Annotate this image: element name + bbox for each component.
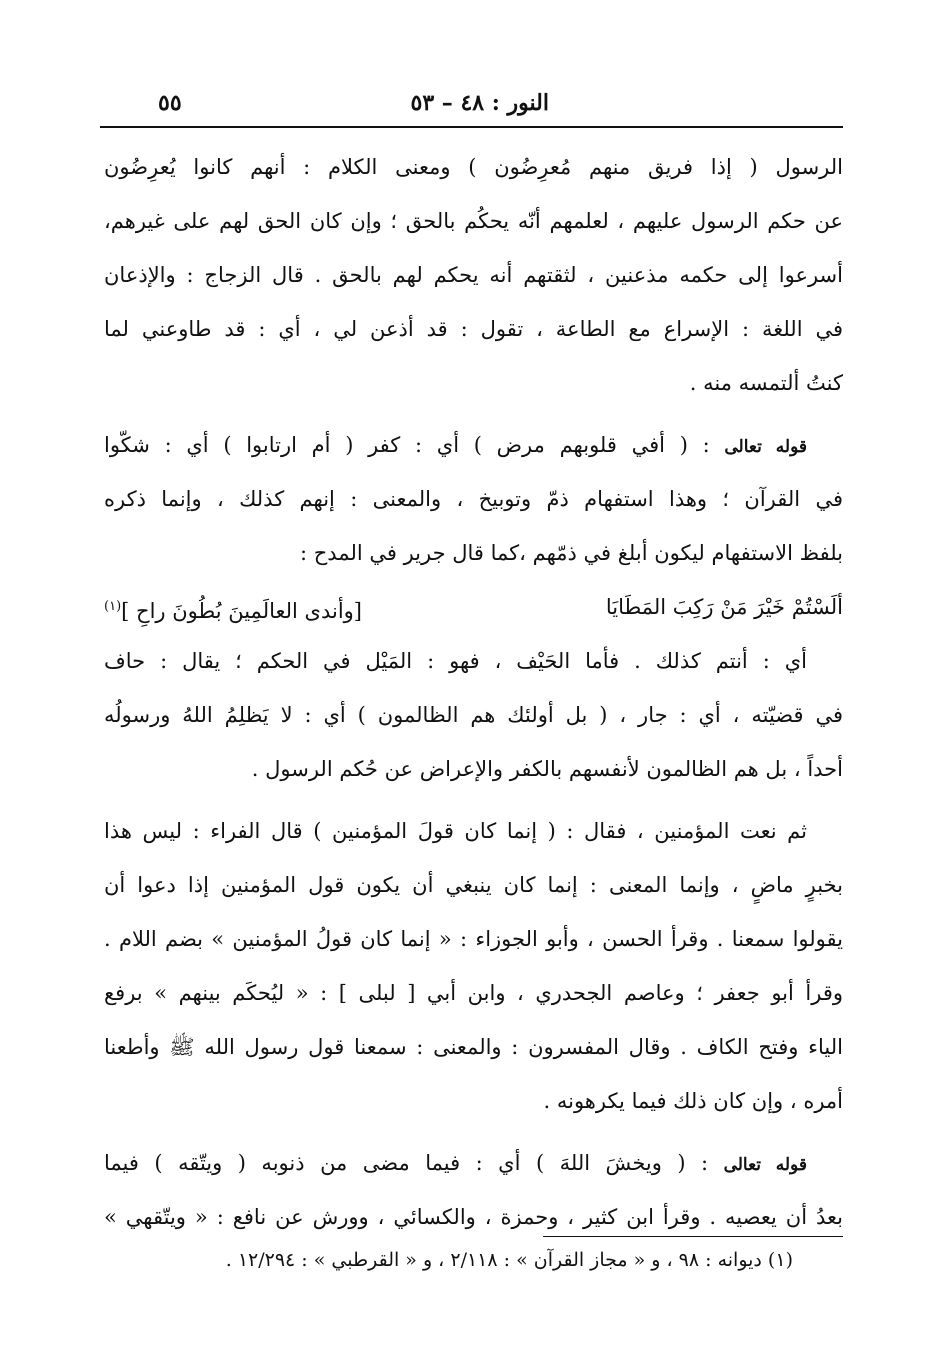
text-span: : ( ويخشَ اللهَ ) أي : فيما مضى من ذنوبه ( ويتّقه ) فيما: [104, 1151, 709, 1175]
paragraph-5: [104, 1136, 843, 1244]
paragraph-gap: [104, 410, 843, 418]
verse-second-hemistich: [104, 580, 362, 638]
text-line: الرسول ( إذا فريق منهم مُعرِضُون ) ومعنى الكلام : أنهم كانوا يُعرِضُون: [104, 155, 843, 179]
running-title: النور : ٤٨ – ٥٣: [410, 90, 549, 116]
text-line: أسرعوا إلى حكمه مذعنين ، لثقتهم أنه يحكم لهم بالحق . قال الزجاج : والإذعان: [104, 263, 843, 287]
verse-first-hemistich: ألَسْتُمْ خَيْرَ مَنْ رَكِبَ المَطَايَا: [605, 595, 843, 619]
verse-second-text: [وأندى العالَمِينَ بُطُونَ راحِ ]: [121, 599, 363, 623]
text-line: بخبرٍ ماضٍ ، وإنما المعنى : إنما كان ينبغي أن يكون قول المؤمنين إذا دعوا أن: [104, 873, 843, 897]
footnote: (١) ديوانه : ٩٨ ، و « مجاز القرآن » : ٢/١١٨ ، و « القرطبي » : ١٢/٢٩٤ .: [225, 1249, 793, 1271]
text-line: أي : أنتم كذلك . فأما الحَيْف ، فهو : المَيْل في الحكم ؛ يقال : حاف: [104, 649, 807, 673]
text-line: في القرآن ؛ وهذا استفهام ذمّ وتوبيخ ، والمعنى : إنهم كذلك ، وإنما ذكره: [104, 487, 843, 511]
text-line: يقولوا سمعنا . وقرأ الحسن ، وأبو الجوزاء : « إنما كان قولُ المؤمنين » بضم اللام .: [104, 927, 843, 951]
paragraph-4: [104, 804, 843, 1128]
text-line: في اللغة : الإسراع مع الطاعة ، تقول : قد أذعن لي ، أي : قد طاوعني لما: [104, 317, 843, 341]
text-line: بلفظ الاستفهام ليكون أبلغ في ذمّهم ،كما قال جرير في المدح :: [299, 541, 843, 565]
text-line: ثم نعت المؤمنين ، فقال : ( إنما كان قولَ المؤمنين ) قال الفراء : ليس هذا: [104, 819, 807, 843]
footnote-marker: (١): [104, 599, 122, 614]
header-rule: [100, 126, 843, 128]
text-line: كنتُ ألتمسه منه .: [689, 371, 843, 395]
text-line: وقرأ أبو جعفر ؛ وعاصم الجحدري ، وابن أبي [ لبلى ] : « ليُحكَم بينهم » برفع: [104, 981, 843, 1005]
text-line: في قضيّته ، أي : جار ، ( بل أولئك هم الظالمون ) أي : لا يَظلِمُ اللهُ ورسولُه: [104, 703, 843, 727]
text-line: [104, 1136, 843, 1190]
text-span: : ( أفي قلوبهم مرض ) أي : كفر ( أم ارتابوا ) أي : شكّوا: [104, 433, 710, 457]
text-line: أحداً ، بل هم الظالمون لأنفسهم بالكفر والإعراض عن حُكم الرسول .: [251, 757, 843, 781]
paragraph-gap: [104, 796, 843, 804]
footnote-rule: [543, 1236, 843, 1237]
paragraph-2: [104, 418, 843, 580]
text-line: بعدُ أن يعصيه . وقرأ ابن كثير ، وحمزة ، والكسائي ، وورش عن نافع : « ويتّقهي »: [104, 1205, 843, 1229]
paragraph-3: [104, 634, 843, 796]
lead-phrase: قوله تعالى: [723, 1155, 807, 1175]
lead-phrase: قوله تعالى: [724, 437, 807, 457]
paragraph-gap: [104, 1128, 843, 1136]
paragraph-1: [104, 140, 843, 410]
poetry-verse: [104, 580, 843, 634]
page-number: ٥٥: [158, 90, 182, 116]
text-line: الياء وفتح الكاف . وقال المفسرون : والمعنى : سمعنا قول رسول الله ﷺ وأطعنا: [104, 1035, 843, 1059]
text-line: أمره ، وإن كان ذلك فيما يكرهونه .: [543, 1089, 843, 1113]
running-header: [100, 84, 839, 124]
text-line: عن حكم الرسول عليهم ، لعلمهم أنّه يحكُم بالحق ؛ وإن كان الحق لهم على غيرهم،: [104, 209, 843, 233]
text-line: [104, 418, 843, 472]
page-body: [104, 140, 843, 1244]
